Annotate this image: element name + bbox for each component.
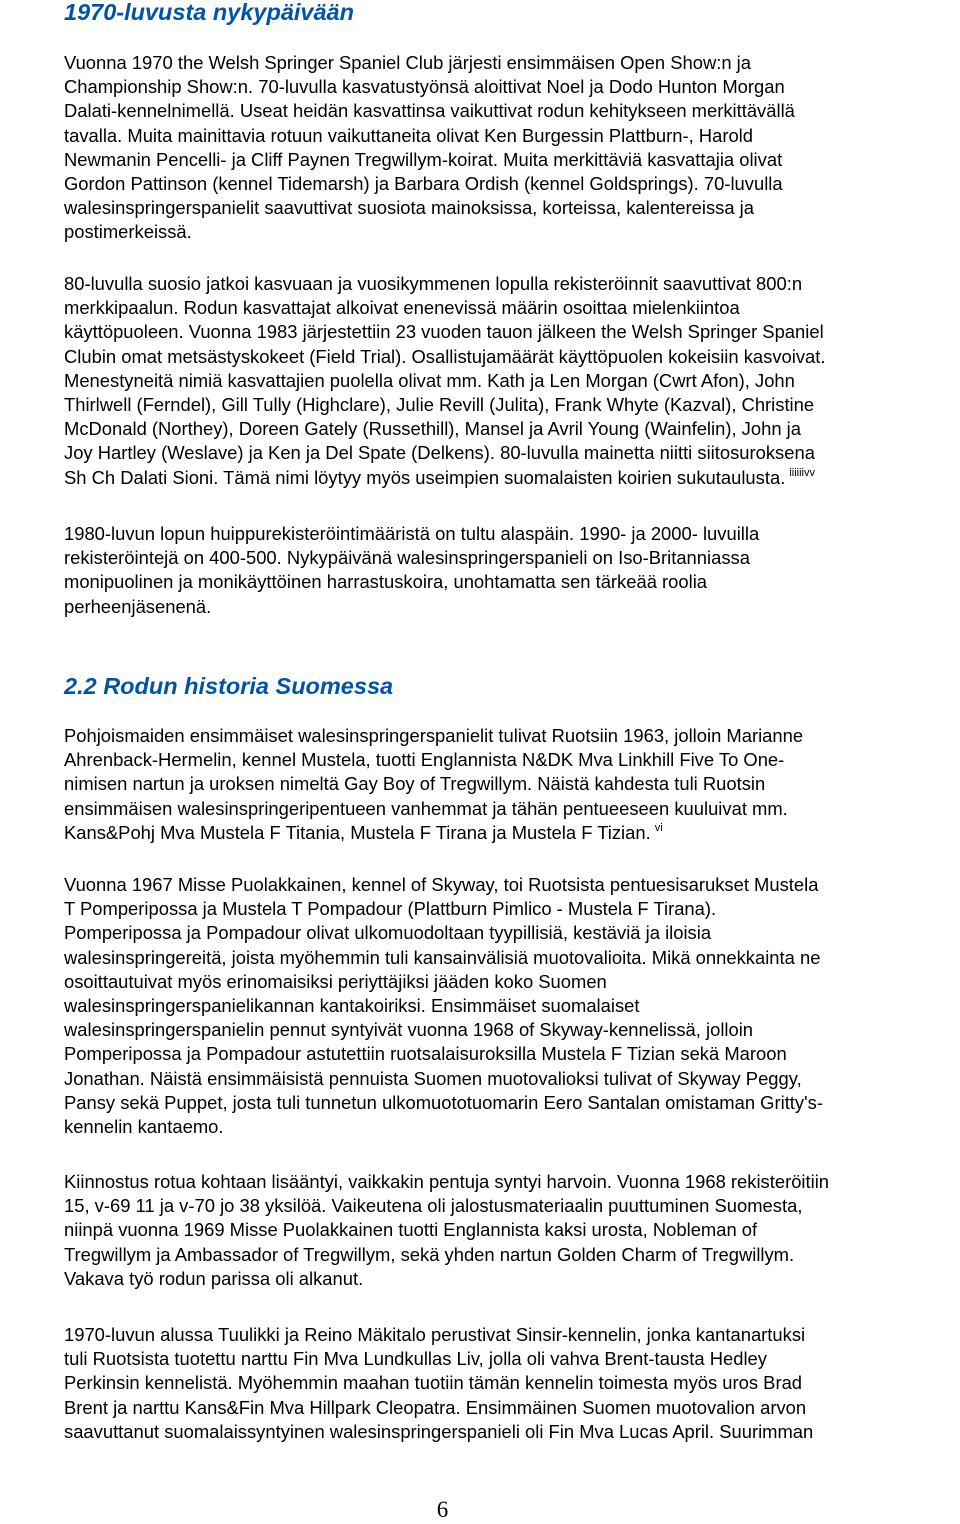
text-line: Pomperipossa ja Pompadour astutettiin ruotsalaisuroksilla Mustela F Tizian sekä Maroon: [64, 1043, 787, 1065]
text-segment: Kans&Pohj Mva Mustela F Titania, Mustela F Tirana ja Mustela F Tizian.: [64, 821, 651, 843]
paragraph-present-day: [64, 522, 960, 619]
text-line: tavalla. Muita mainittavia rotuun vaikuttaneita olivat Ken Burgessin Plattburn-, Harold: [64, 124, 753, 146]
text-line: käyttöpuoleen. Vuonna 1983 järjestettiin 23 vuoden tauon jälkeen the Welsh Springer Spaniel: [64, 321, 824, 343]
text-line: rekisteröintejä on 400-500. Nykypäivänä walesinspringerspanieli on Iso-Britanniassa: [64, 547, 750, 569]
text-line: McDonald (Northey), Doreen Gately (Russethill), Mansel ja Avril Young (Wainfelin), John ja: [64, 418, 801, 440]
text-line: Gordon Pattinson (kennel Tidemarsh) ja Barbara Ordish (kennel Goldsprings). 70-luvulla: [64, 173, 783, 195]
text-line: osoittautuivat myös erinomaisiksi periyttäjiksi jääden koko Suomen: [64, 970, 607, 992]
section-title: 1970-luvusta nykypäivään: [64, 0, 354, 25]
section-2-2-title: 2.2 Rodun historia Suomessa: [64, 673, 394, 699]
text-line: Pomperipossa ja Pompadour olivat ulkomuodoltaan tyypillisiä, kestäviä ja iloisia: [64, 922, 712, 944]
paragraph-1980s: [64, 272, 960, 490]
text-line: perheenjäsenenä.: [64, 595, 212, 617]
text-line: Menestyneitä nimiä kasvattajien puolella olivat mm. Kath ja Len Morgan (Cwrt Afon), John: [64, 369, 795, 391]
text-line: merkkipaalun. Rodun kasvattajat alkoivat enenevissä määrin osoittaa mielenkiintoa: [64, 297, 740, 319]
footnote-reference[interactable]: vi: [654, 821, 663, 834]
text-line: Championship Show:n. 70-luvulla kasvatustyönsä aloittivat Noel ja Dodo Hunton Morgan: [64, 76, 785, 98]
text-line: Tregwillym ja Ambassador of Tregwillym, sekä yhden nartun Golden Charm of Tregwillym.: [64, 1243, 795, 1265]
text-line: Perkinsin kennelistä. Myöhemmin maahan tuotiin tämän kennelin toimesta myös uros Brad: [64, 1372, 803, 1394]
text-line: walesinspringerspanielin pennut syntyivät vuonna 1968 of Skyway-kennelissä, jolloin: [64, 1019, 754, 1041]
page-number: 6: [436, 1497, 449, 1522]
text-line: Jonathan. Näistä ensimmäisistä pennuista Suomen muotovalioksi tulivat of Skyway Peggy,: [64, 1067, 802, 1089]
text-line: Thirlwell (Ferndel), Gill Tully (Highclare), Julie Revill (Julita), Frank Whyte (Kazval), Christine: [64, 394, 815, 416]
text-segment: Sh Ch Dalati Sioni. Tämä nimi löytyy myös useimpien suomalaisten koirien sukutaulusta.: [64, 466, 786, 488]
paragraph-sinsir-kennel: [64, 1323, 960, 1444]
text-line: Newmanin Pencelli- ja Cliff Paynen Tregwillym-koirat. Muita merkittäviä kasvattajia olivat: [64, 148, 783, 170]
text-line: niinpä vuonna 1969 Misse Puolakkainen tuotti Englannista kaksi urosta, Nobleman of: [64, 1219, 758, 1241]
text-line: saavuttanut suomalaissyntyinen walesinspringerspanieli oli Fin Mva Lucas April. Suurimman: [64, 1420, 814, 1442]
text-line: tuli Ruotsista tuotettu narttu Fin Mva Lundkullas Liv, jolla oli vahva Brent-tausta Hedley: [64, 1348, 767, 1370]
text-line: 15, v-69 11 ja v-70 jo 38 yksilöä. Vaikeutena oli jalostusmateriaalin puuttuminen Suomesta,: [64, 1195, 803, 1217]
text-line: walesinspringereitä, joista myöhemmin tuli kansainvälisiä muotovalioita. Mikä onnekkainta ne: [64, 946, 821, 968]
text-line: Joy Hartley (Weslave) ja Ken ja Del Spate (Delkens). 80-luvulla mainetta niitti siitosuroksena: [64, 442, 815, 464]
text-line: monipuolinen ja monikäyttöinen harrastuskoira, unohtamatta sen tärkeää roolia: [64, 571, 708, 593]
text-line: postimerkeissä.: [64, 221, 192, 243]
text-line: walesinspringerspanielikannan kantakoiriksi. Ensimmäiset suomalaiset: [64, 995, 640, 1017]
text-line: 1970-luvun alussa Tuulikki ja Reino Mäkitalo perustivat Sinsir-kennelin, jonka kantanartuksi: [64, 1324, 806, 1345]
text-line: [64, 821, 960, 845]
text-line: T Pomperipossa ja Mustela T Pompadour (Plattburn Pimlico - Mustela F Tirana).: [64, 898, 717, 920]
text-line: Clubin omat metsästyskokeet (Field Trial). Osallistujamäärät käyttöpuolen kokeisiin kasvoivat.: [64, 345, 826, 367]
paragraph-nordic-origins: [64, 724, 960, 845]
text-line: Vuonna 1967 Misse Puolakkainen, kennel of Skyway, toi Ruotsista pentuesisarukset Mustela: [64, 874, 819, 895]
text-line: Pohjoismaiden ensimmäiset walesinspringerspanielit tulivat Ruotsiin 1963, jolloin Marianne: [64, 725, 804, 746]
text-line: Kiinnostus rotua kohtaan lisääntyi, vaikkakin pentuja syntyi harvoin. Vuonna 1968 rekisteröitiin: [64, 1171, 830, 1192]
text-line: 80-luvulla suosio jatkoi kasvuaan ja vuosikymmenen lopulla rekisteröinnit saavuttivat 800:n: [64, 273, 803, 294]
footnote-reference[interactable]: iiiiiivv: [789, 466, 815, 479]
paragraph-skyway-1967: [64, 873, 960, 1139]
text-line: kennelin kantaemo.: [64, 1116, 224, 1138]
text-line: nimisen nartun ja uroksen nimeltä Gay Boy of Tregwillym. Näistä kahdesta tuli Ruotsin: [64, 773, 766, 795]
paragraph-1970-intro: [64, 51, 960, 245]
text-line: Vuonna 1970 the Welsh Springer Spaniel Club järjesti ensimmäisen Open Show:n ja: [64, 52, 751, 73]
text-line: Dalati-kennelnimellä. Useat heidän kasvattinsa vaikuttivat rodun kehitykseen merkittävällä: [64, 100, 795, 122]
text-line: Brent ja narttu Kans&Fin Mva Hillpark Cleopatra. Ensimmäinen Suomen muotovalion arvon: [64, 1396, 807, 1418]
text-line: ensimmäisen walesinspringeripentueen vanhemmat ja tähän pentueeseen kuuluivat mm.: [64, 797, 788, 819]
text-line: Pansy sekä Puppet, josta tuli tunnetun ulkomuototuomarin Eero Santalan omistaman Gritty's-: [64, 1091, 823, 1113]
text-line: walesinspringerspanielit saavuttivat suosiota mainoksissa, korteissa, kalentereissa ja: [64, 197, 754, 219]
text-line: Ahrenback-Hermelin, kennel Mustela, tuotti Englannista N&DK Mva Linkhill Five To One-: [64, 749, 785, 771]
text-line: 1980-luvun lopun huippurekisteröintimääristä on tultu alaspäin. 1990- ja 2000- luvuilla: [64, 523, 760, 544]
text-line: Vakava työ rodun parissa oli alkanut.: [64, 1267, 364, 1289]
paragraph-registrations: [64, 1170, 960, 1291]
text-line: [64, 466, 960, 490]
